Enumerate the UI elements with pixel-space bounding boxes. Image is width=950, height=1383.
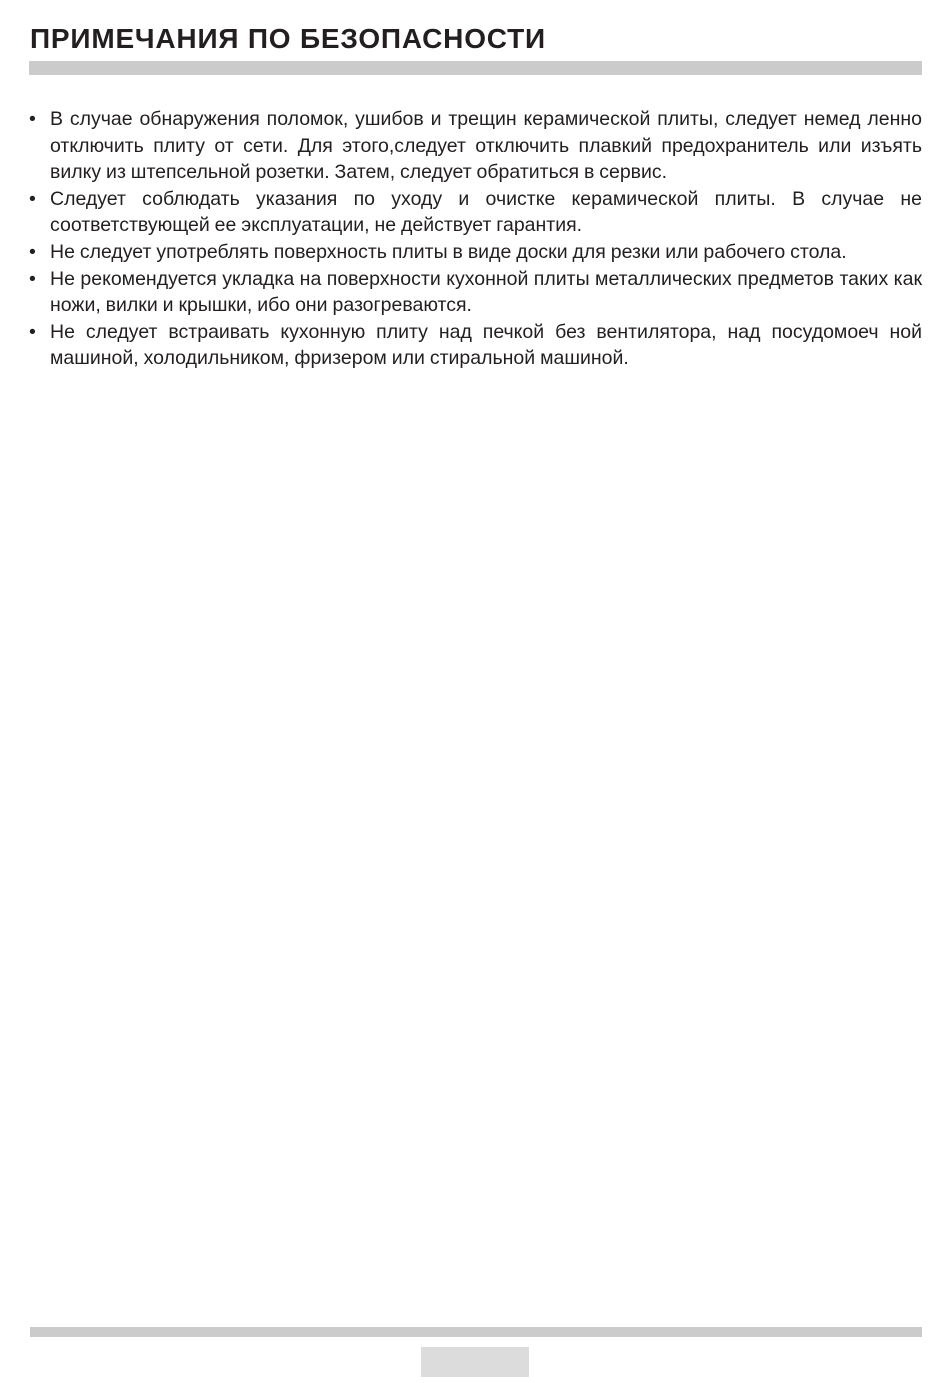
safety-notes-list — [29, 106, 922, 372]
page-number-box — [421, 1347, 529, 1377]
note-text: Не следует употреблять поверхность плиты в виде доски для резки или рабочего стола. — [50, 240, 847, 263]
footer-bar — [30, 1327, 922, 1337]
list-item — [29, 186, 922, 239]
note-text: В случае обнаружения поломок, ушибов и трещин керамической плиты, следует немед ленно отключить плиту от сети. Для этого,следует отключить плавкий предохранитель или изъять вилку из штепсельной розетки. Затем, следует обратиться в сервис. — [50, 108, 922, 184]
page-title: ПРИМЕЧАНИЯ ПО БЕЗОПАСНОСТИ — [30, 23, 546, 54]
bullet-icon: • — [29, 320, 36, 343]
note-text: Не следует встраивать кухонную плиту над печкой без вентилятора, над посудомоеч ной машиной, холодильником, фризером или стиральной машиной. — [50, 320, 922, 370]
bullet-icon: • — [29, 267, 36, 290]
list-item — [29, 319, 922, 372]
bullet-icon: • — [29, 240, 36, 263]
list-item — [29, 106, 922, 186]
bullet-icon: • — [29, 187, 36, 210]
note-text: Не рекомендуется укладка на поверхности кухонной плиты металлических предметов таких как ножи, вилки и крышки, ибо они разогреваются. — [50, 267, 922, 317]
title-underline-bar — [29, 61, 922, 75]
bullet-icon: • — [29, 108, 36, 130]
list-item — [29, 266, 922, 319]
note-text: Следует соблюдать указания по уходу и очистке керамической плиты. В случае не соответствующей ее эксплуатации, не действует гарантия. — [50, 187, 922, 237]
list-item — [29, 239, 922, 266]
